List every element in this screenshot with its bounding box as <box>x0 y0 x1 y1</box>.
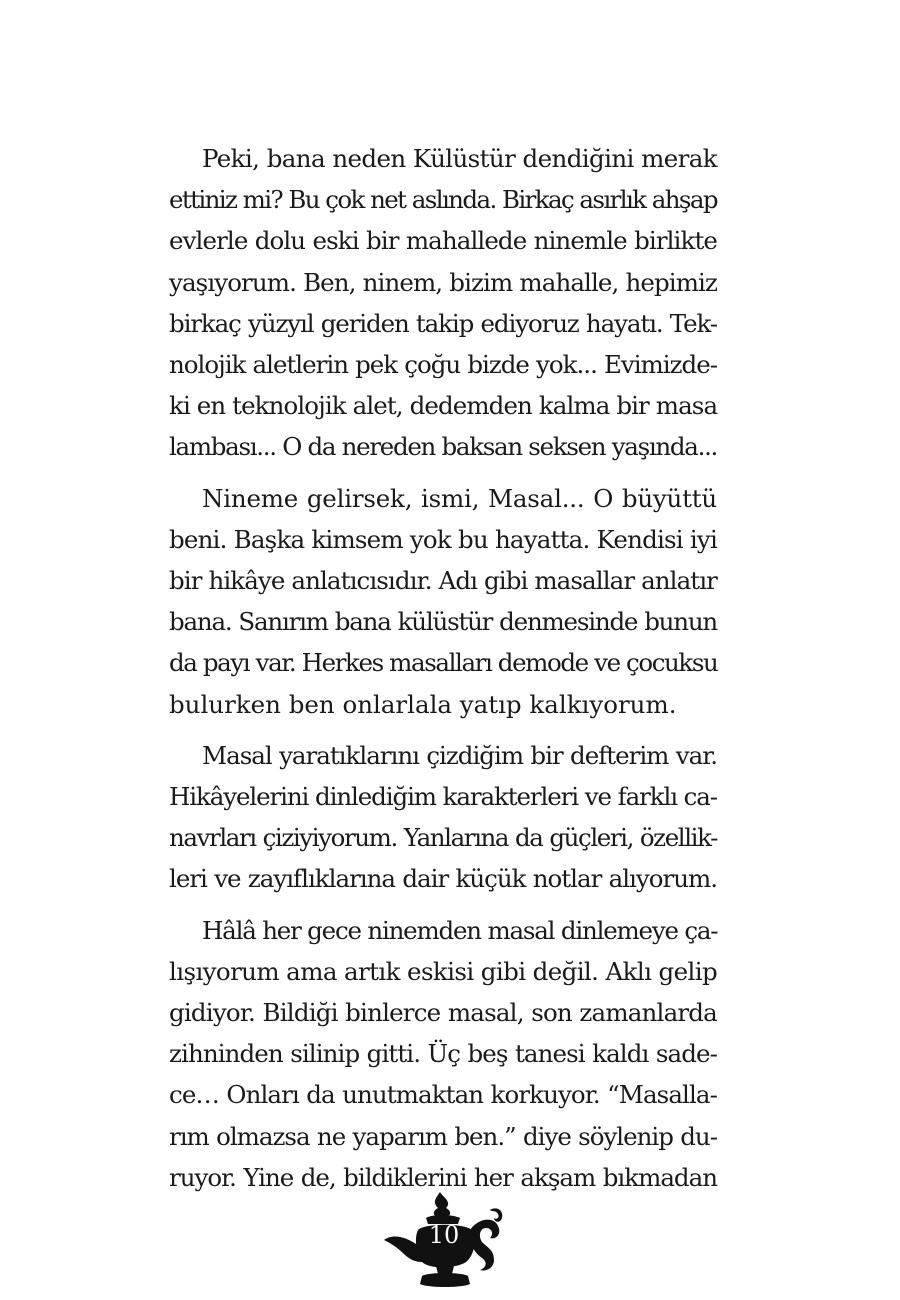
text-line: leri ve zayıflıklarına dair küçük notlar alıyorum. <box>169 864 717 894</box>
text-line: beni. Başka kimsem yok bu hayatta. Kendisi iyi <box>169 524 717 554</box>
text-line: bir hikâye anlatıcısıdır. Adı gibi masallar anlatır <box>169 566 717 596</box>
paragraph <box>169 138 717 468</box>
text-line: zihninden silinip gitti. Üç beş tanesi kaldı sade- <box>169 1039 717 1069</box>
text-line: da payı var. Herkes masalları demode ve çocuksu <box>169 648 718 678</box>
page-body-text <box>169 138 717 1208</box>
paragraph <box>169 478 717 725</box>
text-line: Peki, bana neden Külüstür dendiğini merak <box>202 144 717 173</box>
text-line: bana. Sanırım bana külüstür denmesinde bunun <box>169 607 717 637</box>
text-line: ce… Onları da unutmaktan korkuyor. “Masalla- <box>169 1080 717 1110</box>
page-footer <box>382 1190 506 1290</box>
page-number: 10 <box>428 1221 460 1249</box>
text-line: bulurken ben onlarlala yatıp kalkıyorum. <box>169 689 677 719</box>
paragraph <box>169 910 717 1198</box>
text-line: lambası... O da nereden baksan seksen yaşında... <box>169 432 718 462</box>
text-line: ettiniz mi? Bu çok net aslında. Birkaç asırlık ahşap <box>169 185 717 215</box>
text-line: ruyor. Yine de, bildiklerini her akşam bıkmadan <box>169 1162 717 1192</box>
text-line: Hikâyelerini dinlediğim karakterleri ve farklı ca- <box>169 782 717 812</box>
text-line: evlerle dolu eski bir mahallede ninemle birlikte <box>169 226 717 256</box>
text-line: lışıyorum ama artık eskisi gibi değil. Aklı gelip <box>169 956 718 986</box>
text-line: navrları çiziyiyorum. Yanlarına da güçleri, özellik- <box>169 823 717 853</box>
text-line: Hâlâ her gece ninemden masal dinlemeye ça- <box>202 915 718 945</box>
paragraph <box>169 735 717 900</box>
text-line: rım olmazsa ne yaparım ben.” diye söylenip du- <box>169 1121 717 1151</box>
text-line: yaşıyorum. Ben, ninem, bizim mahalle, hepimiz <box>169 267 717 297</box>
text-line: birkaç yüzyıl geriden takip ediyoruz hayatı. Tek- <box>169 308 717 338</box>
text-line: ki en teknolojik alet, dedemden kalma bir masa <box>169 391 718 421</box>
text-line: Nineme gelirsek, ismi, Masal... O büyüttü <box>202 483 717 513</box>
text-line: nolojik aletlerin pek çoğu bizde yok... Evimizde- <box>169 350 717 380</box>
text-line: Masal yaratıklarını çizdiğim bir defterim var. <box>202 740 717 770</box>
text-line: gidiyor. Bildiği binlerce masal, son zamanlarda <box>169 998 717 1028</box>
